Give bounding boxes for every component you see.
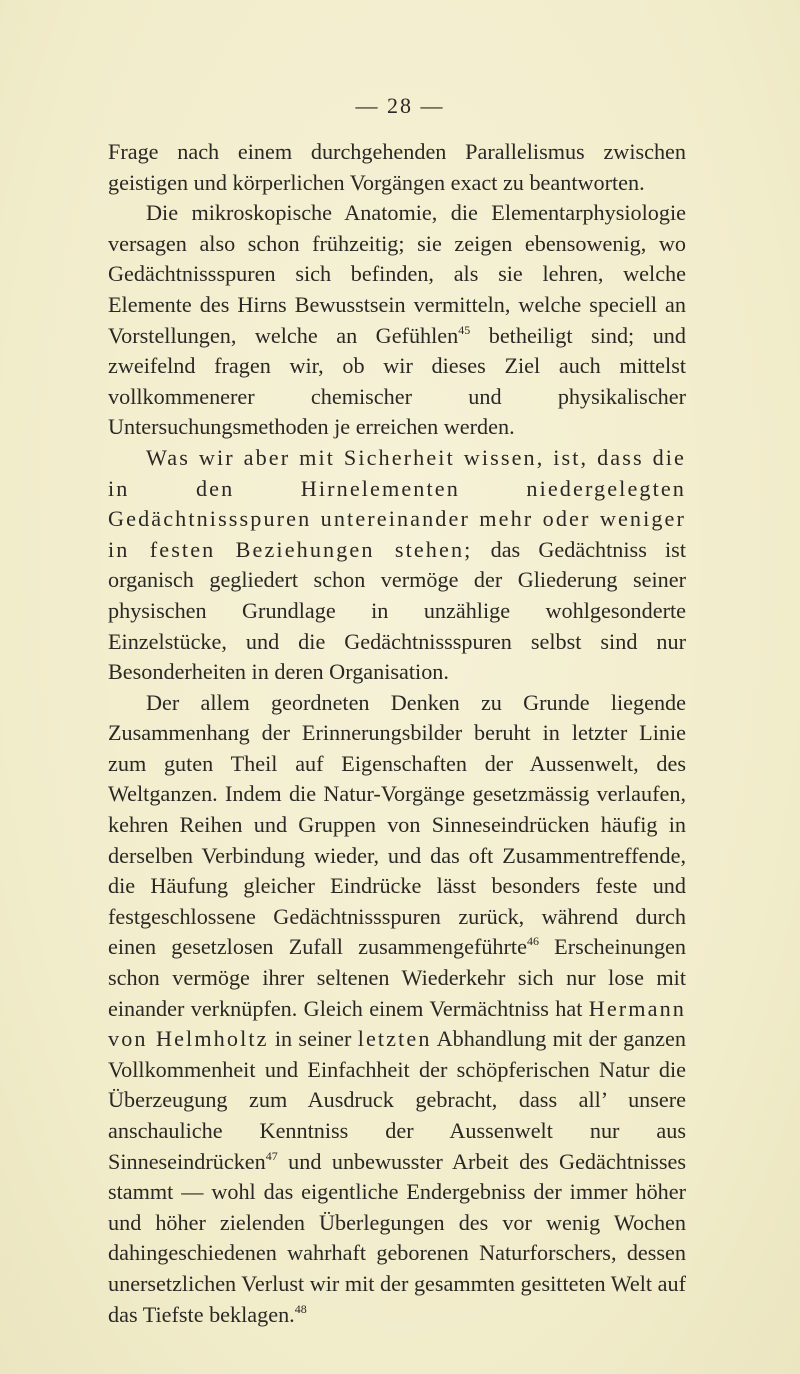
emphasized-text: Hermann von Helmholtz bbox=[108, 995, 686, 1052]
text-segment: Die mikroskopische Anatomie, die Elementarphysiologie versagen also schon frühzeitig; sie zeigen ebensowenig, wo Gedächtnissspuren sich befinden, als sie lehren, welche Elemente des Hirns Bewusstsein vermitteln, welche speciell an Vorstellungen, welche an Gefühlen bbox=[108, 200, 686, 348]
emphasized-text: Was wir aber mit Sicherheit wissen, ist, dass die in den Hirnelementen niedergelegten Gedächtnissspuren untereinander mehr oder weniger in festen Beziehungen stehen; bbox=[108, 444, 686, 562]
body-text bbox=[108, 137, 686, 1330]
text-segment: betheiligt sind; und zweifelnd fragen wir, ob wir dieses Ziel auch mittelst vollkommenerer chemischer und physikalischer Untersuchungsmethoden je erreichen werden. bbox=[108, 322, 686, 440]
emphasized-text: letzten bbox=[357, 1026, 432, 1052]
text-segment: in seiner bbox=[268, 1026, 358, 1052]
paragraph bbox=[108, 688, 686, 1330]
page-number: — 28 — bbox=[355, 93, 445, 118]
paragraph bbox=[108, 443, 686, 688]
text-segment: und unbewusster Arbeit des Gedächtnisses stammt — wohl das eigentliche Endergebniss der immer höher und höher zielenden Überlegungen des vor wenig Wochen dahingeschiedenen wahrhaft geborenen Naturforschers, dessen unersetzlichen Verlust wir mit der gesammten gesitteten Welt auf das Tiefste beklagen. bbox=[108, 1148, 686, 1327]
paragraph bbox=[108, 198, 686, 443]
footnote-marker: 45 bbox=[458, 322, 471, 337]
text-segment: Abhandlung mit der ganzen Vollkommenheit und Einfachheit der schöpferischen Natur die Überzeugung zum Ausdruck gebracht, dass all’ unsere anschauliche Kenntniss der Aussenwelt nur aus Sinneseindrücken bbox=[108, 1026, 686, 1174]
text-segment: Der allem geordneten Denken zu Grunde liegende Zusammenhang der Erinnerungsbilder beruht in letzter Linie zum guten Theil auf Eigenschaften der Aussenwelt, des Weltganzen. Indem die Natur-Vorgänge gesetzmässig verlaufen, kehren Reihen und Gruppen von Sinneseindrücken häufig in derselben Verbindung wieder, und das oft Zusammentreffende, die Häufung gleicher Eindrücke lässt besonders feste und festgeschlossene Gedächtnissspuren zurück, während durch einen gesetzlosen Zufall zusammengeführte bbox=[108, 689, 686, 960]
footnote-marker: 46 bbox=[526, 934, 539, 949]
text-segment: Frage nach einem durchgehenden Parallelismus zwischen geistigen und körperlichen Vorgängen exact zu beantworten. bbox=[108, 139, 686, 195]
text-segment: Erscheinungen schon vermöge ihrer seltenen Wiederkehr sich nur lose mit einander verknüpfen. Gleich einem Vermächtniss hat bbox=[108, 934, 686, 1021]
paragraph bbox=[108, 137, 686, 198]
footnote-marker: 48 bbox=[294, 1301, 307, 1316]
footnote-marker: 47 bbox=[265, 1148, 278, 1163]
text-segment: das Gedächtniss ist organisch gegliedert schon vermöge der Gliederung seiner physischen Grundlage in unzählige wohlgesonderte Einzelstücke, und die Gedächtnissspuren selbst sind nur Besonderheiten in deren Organisation. bbox=[108, 536, 686, 685]
